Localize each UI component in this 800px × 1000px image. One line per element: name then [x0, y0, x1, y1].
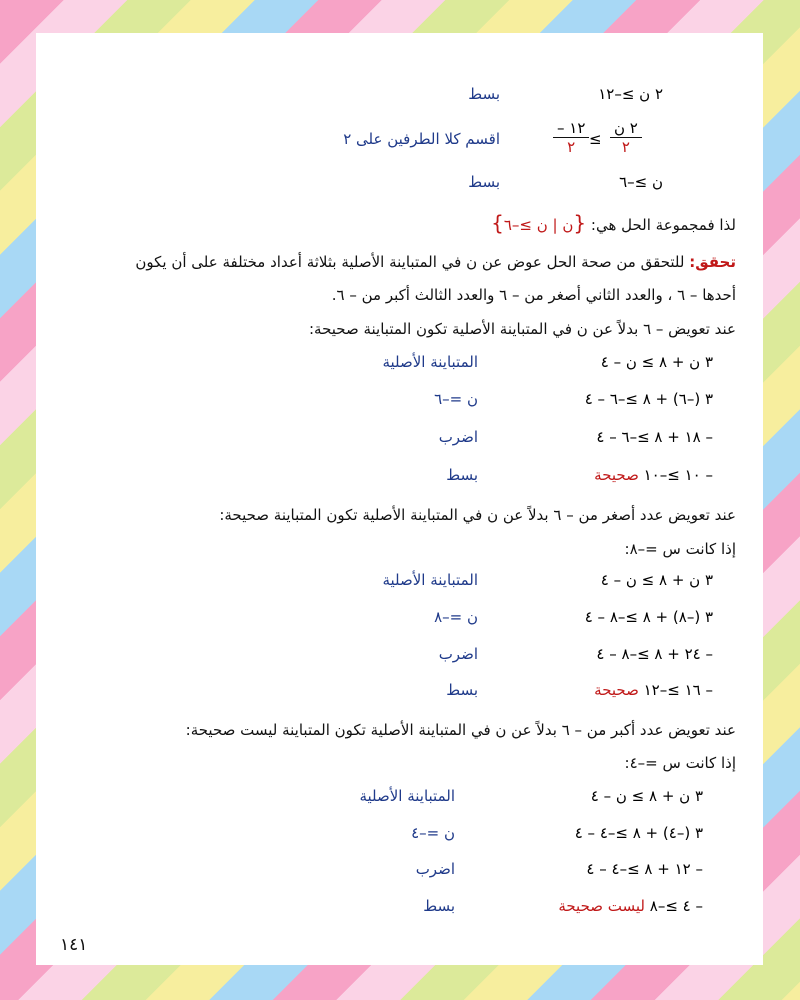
- fraction-left-numerator: ٢ ن: [610, 119, 642, 138]
- fraction-left: [610, 119, 642, 156]
- block2-row3-note: اضرب: [438, 645, 478, 663]
- brace-close: }: [491, 211, 504, 235]
- block2-intro-2: إذا كانت س =–٨:: [624, 540, 736, 558]
- block1-row1-note: المتباينة الأصلية: [382, 353, 478, 371]
- block1-row4-verdict: صحيحة: [594, 466, 639, 484]
- block3-row1-note: المتباينة الأصلية: [359, 787, 455, 805]
- block2-row2-expr: ٣ (–٨) + ٨ ≥–٨ – ٤: [584, 608, 713, 626]
- block3-intro-2: إذا كانت س =–٤:: [624, 754, 736, 772]
- block2-row1-note: المتباينة الأصلية: [382, 571, 478, 589]
- block2-row4-verdict: صحيحة: [594, 681, 639, 699]
- step-result-note: بسط: [468, 173, 500, 191]
- block1-row4: [594, 466, 713, 484]
- block1-row4-expr: – ١٠ ≥–١٠: [643, 466, 713, 484]
- check-text-1: للتحقق من صحة الحل عوض عن ن في المتباينة الأصلية بثلاثة أعداد مختلفة على أن يكون: [135, 253, 685, 271]
- solution-set-value: ن | ن ≥–٦: [503, 216, 574, 234]
- block3-row2-note: ن =–٤: [411, 824, 455, 842]
- step-divide-note: اقسم كلا الطرفين على ٢: [343, 130, 500, 148]
- block2-row4-expr: – ١٦ ≥–١٢: [643, 681, 713, 699]
- check-title: تحقق:: [689, 253, 736, 271]
- step-result-expr: ن ≥–٦: [619, 173, 663, 191]
- check-line-3: عند تعويض – ٦ بدلاً عن ن في المتباينة الأصلية تكون المتباينة صحيحة:: [308, 320, 736, 338]
- fraction-relation: ≥: [589, 130, 602, 148]
- block3-intro-1: عند تعويض عدد أكبر من – ٦ بدلاً عن ن في المتباينة الأصلية تكون المتباينة ليست صحيحة:: [185, 721, 736, 739]
- step-simplify-note: بسط: [468, 85, 500, 103]
- block2-intro-1: عند تعويض عدد أصغر من – ٦ بدلاً عن ن في المتباينة الأصلية تكون المتباينة صحيحة:: [219, 506, 736, 524]
- block3-row2-expr: ٣ (–٤) + ٨ ≥–٤ – ٤: [574, 824, 703, 842]
- block3-row3-expr: – ١٢ + ٨ ≥–٤ – ٤: [586, 860, 703, 878]
- block3-row3-note: اضرب: [415, 860, 455, 878]
- block3-row4-note: بسط: [423, 897, 455, 915]
- block2-row3-expr: – ٢٤ + ٨ ≥–٨ – ٤: [596, 645, 713, 663]
- block1-row3-note: اضرب: [438, 428, 478, 446]
- fraction-right-numerator: – ١٢: [553, 119, 589, 138]
- block2-row4-note: بسط: [446, 681, 478, 699]
- block1-row2-note: ن =–٦: [434, 390, 478, 408]
- block3-row1-expr: ٣ ن + ٨ ≥ ن – ٤: [590, 787, 703, 805]
- fraction-right-denominator: ٢: [567, 138, 576, 156]
- check-line-2: أحدها – ٦ ، والعدد الثاني أصغر من – ٦ والعدد الثالث أكبر من – ٦.: [331, 286, 736, 304]
- block1-row4-note: بسط: [446, 466, 478, 484]
- block1-row1-expr: ٣ ن + ٨ ≥ ن – ٤: [600, 353, 713, 371]
- block2-row4: [594, 681, 713, 699]
- solution-set-label: لذا فمجموعة الحل هي:: [590, 216, 736, 234]
- block2-row1-expr: ٣ ن + ٨ ≥ ن – ٤: [600, 571, 713, 589]
- page-number: ١٤١: [60, 935, 88, 955]
- page-sheet: [36, 33, 763, 965]
- solution-set-line: [491, 211, 736, 235]
- block2-row2-note: ن =–٨: [434, 608, 478, 626]
- step-simplify-expr: ٢ ن ≥–١٢: [598, 85, 663, 103]
- check-line-1: [135, 253, 736, 271]
- block1-row2-expr: ٣ (–٦) + ٨ ≥–٦ – ٤: [584, 390, 713, 408]
- fraction-left-denominator: ٢: [621, 138, 630, 156]
- block3-row4-verdict: ليست صحيحة: [558, 897, 645, 915]
- block1-row3-expr: – ١٨ + ٨ ≥–٦ – ٤: [596, 428, 713, 446]
- brace-open: {: [573, 211, 587, 235]
- block3-row4-expr: – ٤ ≥–٨: [649, 897, 703, 915]
- block3-row4: [558, 897, 703, 915]
- fraction-right: [553, 119, 589, 156]
